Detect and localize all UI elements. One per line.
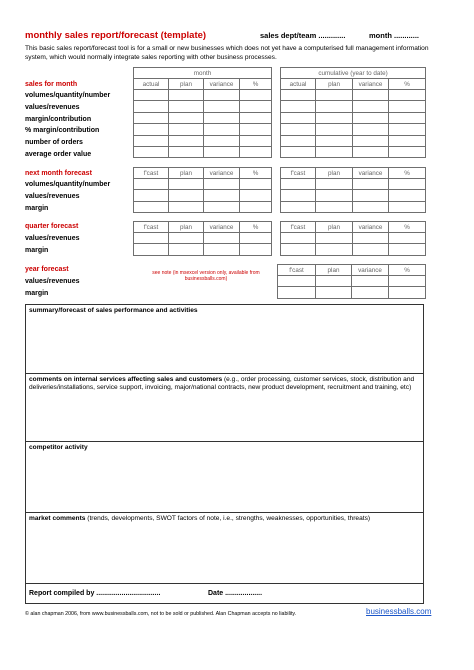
column-header: variance — [204, 168, 240, 179]
row-label: volumes/quantity/number — [25, 181, 111, 188]
competitor-title: competitor activity — [29, 444, 88, 451]
compiled-box — [25, 583, 424, 604]
intro-text: This basic sales report/forecast tool is for a small or new businesses which does not yet have a computerised full management information system, which would normally integrate sales reporting with other business processes. — [25, 45, 429, 61]
column-header: variance — [204, 79, 240, 90]
businessballs-link[interactable]: businessballs.com — [366, 607, 432, 616]
row-label: values/revenues — [25, 193, 80, 200]
column-header: plan — [316, 222, 353, 233]
table-row — [134, 101, 426, 112]
table-row — [134, 201, 426, 212]
month-field[interactable]: month ............ — [369, 31, 419, 40]
row-label: margin/contribution — [25, 116, 92, 123]
column-header: plan — [316, 265, 352, 276]
column-header: variance — [352, 265, 389, 276]
column-header: f'cast — [278, 265, 316, 276]
internal-services-box[interactable] — [25, 373, 424, 442]
row-label: values/revenues — [25, 278, 80, 285]
group-header-month: month — [134, 68, 272, 79]
column-header: % — [389, 168, 426, 179]
column-header: variance — [353, 222, 389, 233]
column-header: f'cast — [134, 168, 169, 179]
column-header: % — [240, 168, 272, 179]
column-header: plan — [169, 79, 204, 90]
row-label: number of orders — [25, 139, 83, 146]
row-label: margin — [25, 247, 49, 254]
table-row — [134, 179, 426, 190]
column-header: variance — [204, 222, 240, 233]
table-row — [134, 135, 426, 146]
page-title: monthly sales report/forecast (template) — [25, 30, 207, 41]
market-box[interactable] — [25, 512, 424, 584]
column-header: variance — [353, 168, 389, 179]
table-row — [278, 287, 426, 298]
excel-note: see note (in msexcel version only, available from businessballs.com) — [152, 270, 260, 282]
column-header: % — [240, 222, 272, 233]
column-header: actual — [281, 79, 316, 90]
row-label: % margin/contribution — [25, 127, 100, 134]
column-header: plan — [169, 168, 204, 179]
summary-box[interactable] — [25, 304, 424, 374]
quarter-table — [133, 221, 426, 256]
column-header: f'cast — [281, 222, 316, 233]
section-label-next-month: next month forecast — [25, 170, 92, 177]
row-label: margin — [25, 290, 49, 297]
table-row — [134, 112, 426, 123]
table-row — [134, 146, 426, 157]
row-label: values/revenues — [25, 104, 80, 111]
section-label-year: year forecast — [25, 266, 69, 273]
column-header: variance — [353, 79, 389, 90]
date-field[interactable]: Date ................... — [208, 590, 263, 597]
sales-dept-field[interactable]: sales dept/team ............. — [260, 31, 346, 40]
column-header: % — [389, 222, 426, 233]
table-row — [278, 276, 426, 287]
market-title: market comments — [29, 515, 86, 522]
row-label: average order value — [25, 151, 92, 158]
column-header: f'cast — [281, 168, 316, 179]
row-label: margin — [25, 205, 49, 212]
row-label: volumes/quantity/number — [25, 92, 111, 99]
column-header: plan — [316, 79, 353, 90]
column-header: actual — [134, 79, 169, 90]
section-label-quarter: quarter forecast — [25, 223, 79, 230]
column-header: plan — [169, 222, 204, 233]
sales-for-month-table — [133, 67, 426, 158]
row-label: values/revenues — [25, 235, 80, 242]
column-header: f'cast — [134, 222, 169, 233]
table-row — [134, 233, 426, 244]
table-row — [134, 90, 426, 101]
copyright-text: © alan chapman 2006, from www.businessballs.com, not to be sold or published. Alan Chapman accepts no liability. — [25, 611, 297, 617]
column-header: plan — [316, 168, 353, 179]
internal-services-title: comments on internal services affecting sales and customers — [29, 376, 223, 383]
column-header: % — [240, 79, 272, 90]
column-header: % — [389, 265, 426, 276]
compiled-by-field[interactable]: Report compiled by ................................. — [29, 590, 161, 597]
table-row — [134, 190, 426, 201]
section-label-sales-for-month: sales for month — [25, 81, 78, 88]
table-row — [134, 244, 426, 255]
competitor-box[interactable] — [25, 441, 424, 513]
internal-services-hint: (e.g., order processing, customer services, stock, distribution and deliveries/installations, service support, invoicing, major/national contracts, new product development, recruitment and training, etc) — [29, 376, 415, 392]
column-header: % — [389, 79, 426, 90]
group-header-cumulative: cumulative (year to date) — [281, 68, 426, 79]
next-month-table — [133, 167, 426, 213]
year-table — [277, 264, 426, 299]
summary-title: summary/forecast of sales performance and activities — [29, 307, 198, 314]
table-row — [134, 124, 426, 135]
market-hint: (trends, developments, SWOT factors of note, i.e., strengths, weaknesses, opportunities, threats) — [85, 515, 371, 522]
